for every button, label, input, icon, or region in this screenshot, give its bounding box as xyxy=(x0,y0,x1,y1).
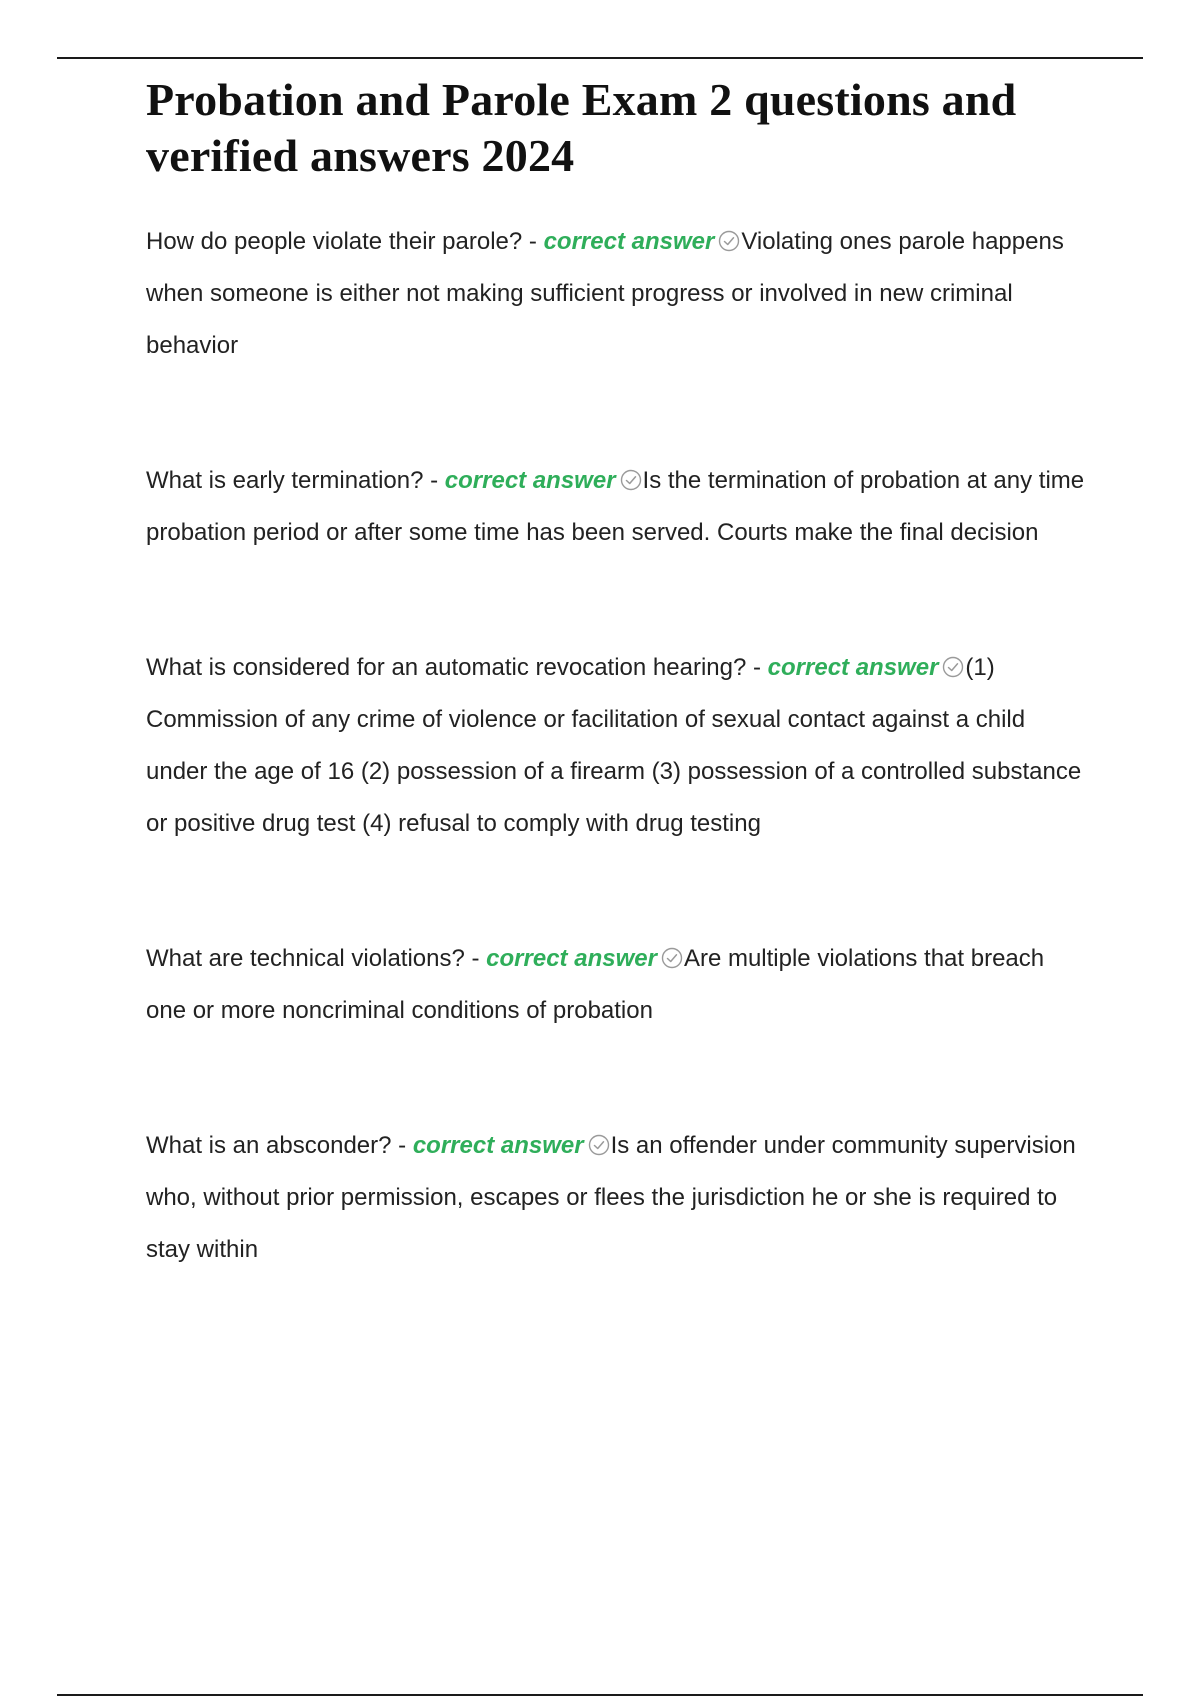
correct-answer-label: correct answer xyxy=(486,945,657,972)
bottom-rule xyxy=(57,1694,1143,1696)
question-text: How do people violate their parole? xyxy=(146,228,523,255)
qa-item-1 xyxy=(146,216,1086,372)
qa-item-4 xyxy=(146,933,1086,1037)
qa-item-5 xyxy=(146,1120,1086,1276)
check-circle-icon xyxy=(718,230,740,252)
check-circle-icon xyxy=(942,656,964,678)
question-text: What is considered for an automatic revocation hearing? xyxy=(146,654,747,681)
question-text: What are technical violations? xyxy=(146,945,465,972)
question-text: What is early termination? xyxy=(146,467,424,494)
check-circle-icon xyxy=(588,1134,610,1156)
separator: - xyxy=(423,467,445,494)
separator: - xyxy=(391,1132,413,1159)
top-rule xyxy=(57,57,1143,59)
qa-item-3 xyxy=(146,642,1086,850)
document-body xyxy=(146,72,1086,1359)
answer-text: Is an offender under community supervision who, without prior permission, escapes or flees the jurisdiction he or she is required to stay within xyxy=(146,1132,1076,1263)
separator: - xyxy=(522,228,544,255)
answer-text: Are multiple violations that breach one or more noncriminal conditions of probation xyxy=(146,945,1045,1024)
question-text: What is an absconder? xyxy=(146,1132,392,1159)
answer-text: (1) Commission of any crime of violence or facilitation of sexual contact against a child under the age of 16 (2) possession of a firearm (3) possession of a controlled substance or positive drug test (4) refusal to comply with drug testing xyxy=(146,654,1082,837)
answer-text: Violating ones parole happens when someone is either not making sufficient progress or involved in new criminal behavior xyxy=(146,228,1064,359)
separator: - xyxy=(746,654,768,681)
correct-answer-label: correct answer xyxy=(543,228,715,255)
qa-item-2 xyxy=(146,455,1086,559)
page-title: Probation and Parole Exam 2 questions and verified answers 2024 xyxy=(146,74,1017,181)
correct-answer-label: correct answer xyxy=(412,1132,584,1159)
correct-answer-label: correct answer xyxy=(444,467,616,494)
correct-answer-label: correct answer xyxy=(767,654,939,681)
answer-text: Is the termination of probation at any time probation period or after some time has been served. Courts make the final decision xyxy=(146,467,1085,546)
check-circle-icon xyxy=(620,469,642,491)
separator: - xyxy=(464,945,487,972)
check-circle-icon xyxy=(661,947,683,969)
